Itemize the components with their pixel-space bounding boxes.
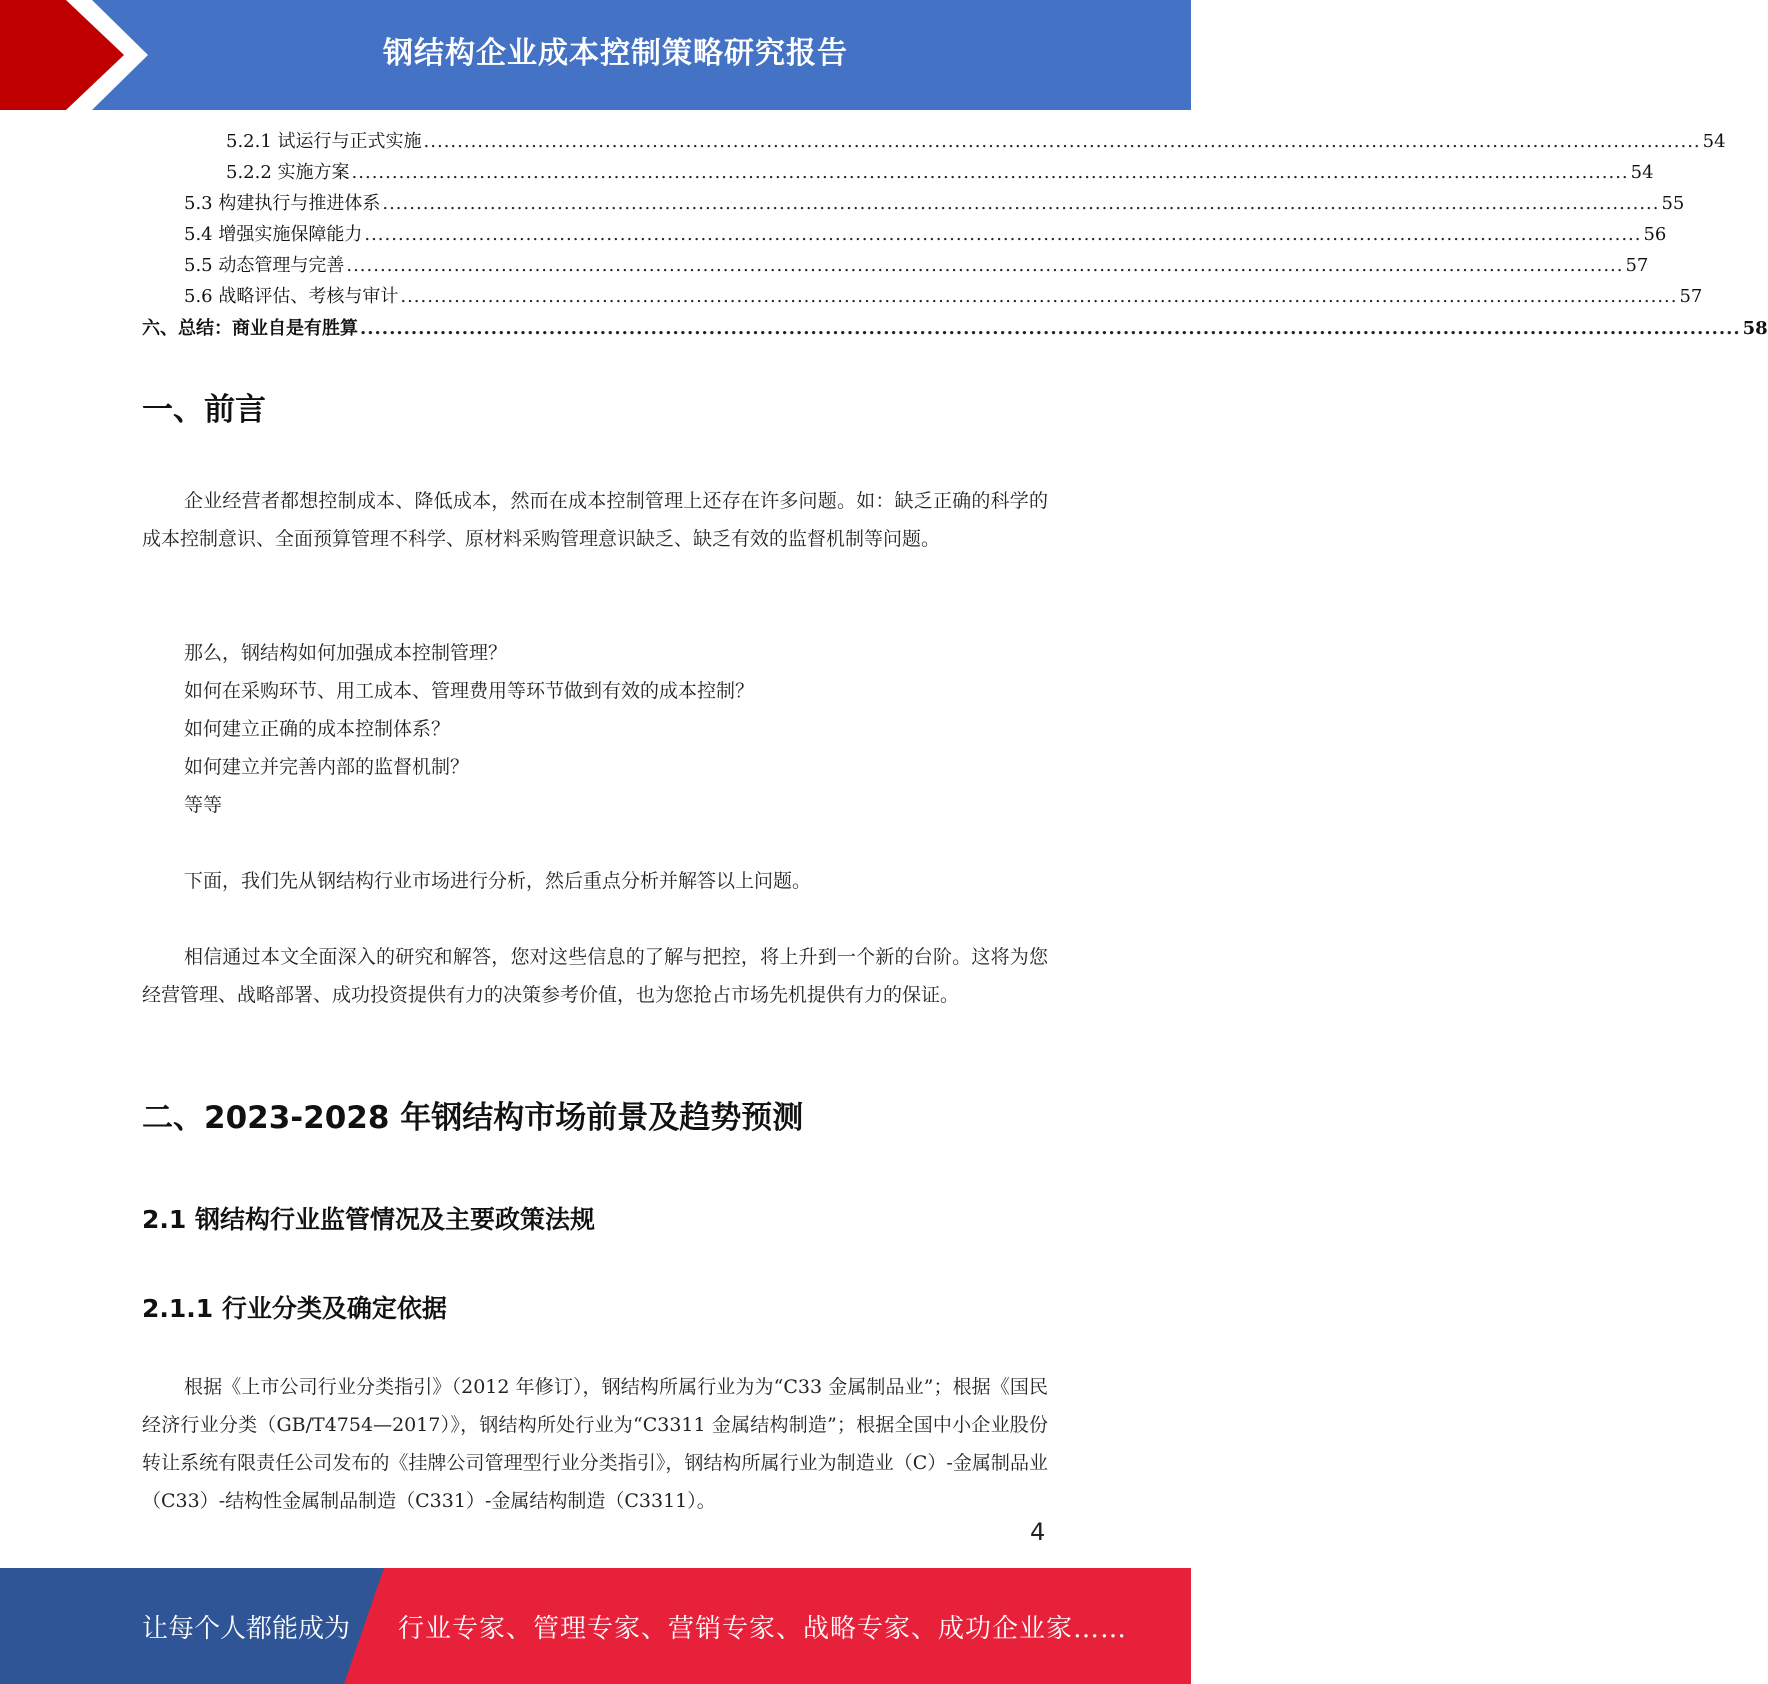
body-paragraph: 根据《上市公司行业分类指引》（2012 年修订），钢结构所属行业为为“C33 金属制品业”；根据《国民经济行业分类（GB/T4754—2017）》，钢结构所处行业为“C3311 金属结构制造”；根据全国中小企业股份转让系统有限责任公司发布的《挂牌公司管理型行业分类指引》，钢结构所属行业为制造业（C）-金属制品业（C33）-结构性金属制品制造（C331）-金属结构制造（C3311）。 — [142, 1376, 1048, 1512]
toc-entry[interactable] — [184, 285, 1703, 309]
report-title: 钢结构企业成本控制策略研究报告 — [383, 36, 848, 71]
page-header — [0, 0, 1191, 110]
footer-slogan-right: 行业专家、管理专家、营销专家、战略专家、成功企业家…… — [398, 1614, 1128, 1644]
question-line: 如何建立并完善内部的监督机制？ — [184, 756, 470, 778]
toc-entry[interactable] — [184, 223, 1667, 247]
toc-entry-page: 54 — [1630, 162, 1654, 183]
toc-entry[interactable] — [142, 317, 1768, 341]
toc-entry-label: 5.4 增强实施保障能力 — [184, 224, 363, 245]
toc-entry-label: 5.2.1 试运行与正式实施 — [226, 131, 422, 152]
toc-leader-dots: .............................................................................................................................................................................................. — [423, 131, 1701, 152]
toc-entry[interactable] — [184, 192, 1685, 216]
subsection-heading: 2.1.1 行业分类及确定依据 — [142, 1294, 447, 1323]
toc-entry[interactable] — [184, 254, 1649, 278]
toc-leader-dots: .............................................................................................................................................................................................. — [360, 318, 1741, 339]
toc-entry-label: 5.3 构建执行与推进体系 — [184, 193, 381, 214]
toc-entry-page: 58 — [1742, 318, 1768, 339]
body-paragraph: 下面，我们先从钢结构行业市场进行分析，然后重点分析并解答以上问题。 — [184, 870, 812, 892]
footer-slogan-left: 让每个人都能成为 — [142, 1614, 351, 1644]
toc-leader-dots: .............................................................................................................................................................................................. — [382, 193, 1660, 214]
toc-leader-dots: .............................................................................................................................................................................................. — [346, 255, 1624, 276]
toc-entry-page: 57 — [1679, 286, 1703, 307]
subsection-heading: 2.1 钢结构行业监管情况及主要政策法规 — [142, 1205, 595, 1234]
toc-entry-page: 57 — [1625, 255, 1649, 276]
toc-leader-dots: .............................................................................................................................................................................................. — [351, 162, 1629, 183]
question-line: 如何建立正确的成本控制体系？ — [184, 718, 451, 740]
toc-entry-label: 5.2.2 实施方案 — [226, 162, 350, 183]
toc-leader-dots: .............................................................................................................................................................................................. — [400, 286, 1678, 307]
page-number: 4 — [1030, 1518, 1046, 1546]
toc-entry-page: 55 — [1661, 193, 1685, 214]
section-heading: 一、前言 — [142, 392, 266, 428]
page-footer — [0, 1568, 1191, 1684]
toc-entry-label: 5.5 动态管理与完善 — [184, 255, 345, 276]
toc-leader-dots: .............................................................................................................................................................................................. — [364, 224, 1642, 245]
toc-entry-page: 56 — [1643, 224, 1667, 245]
question-line: 那么，钢结构如何加强成本控制管理？ — [184, 642, 508, 664]
toc-entry[interactable] — [226, 161, 1654, 185]
section-heading: 二、2023-2028 年钢结构市场前景及趋势预测 — [142, 1100, 804, 1136]
body-paragraph: 企业经营者都想控制成本、降低成本，然而在成本控制管理上还存在许多问题。如：缺乏正确的科学的成本控制意识、全面预算管理不科学、原材料采购管理意识缺乏、缺乏有效的监督机制等问题。 — [142, 490, 1048, 550]
body-paragraph: 相信通过本文全面深入的研究和解答，您对这些信息的了解与把控，将上升到一个新的台阶。这将为您经营管理、战略部署、成功投资提供有力的决策参考价值，也为您抢占市场先机提供有力的保证。 — [142, 946, 1048, 1006]
toc-entry[interactable] — [226, 130, 1726, 154]
toc-entry-page: 54 — [1702, 131, 1726, 152]
question-line: 等等 — [184, 794, 223, 816]
toc-entry-label: 5.6 战略评估、考核与审计 — [184, 286, 399, 307]
question-line: 如何在采购环节、用工成本、管理费用等环节做到有效的成本控制？ — [184, 680, 755, 702]
toc-entry-label: 六、总结：商业自是有胜算 — [142, 318, 358, 339]
